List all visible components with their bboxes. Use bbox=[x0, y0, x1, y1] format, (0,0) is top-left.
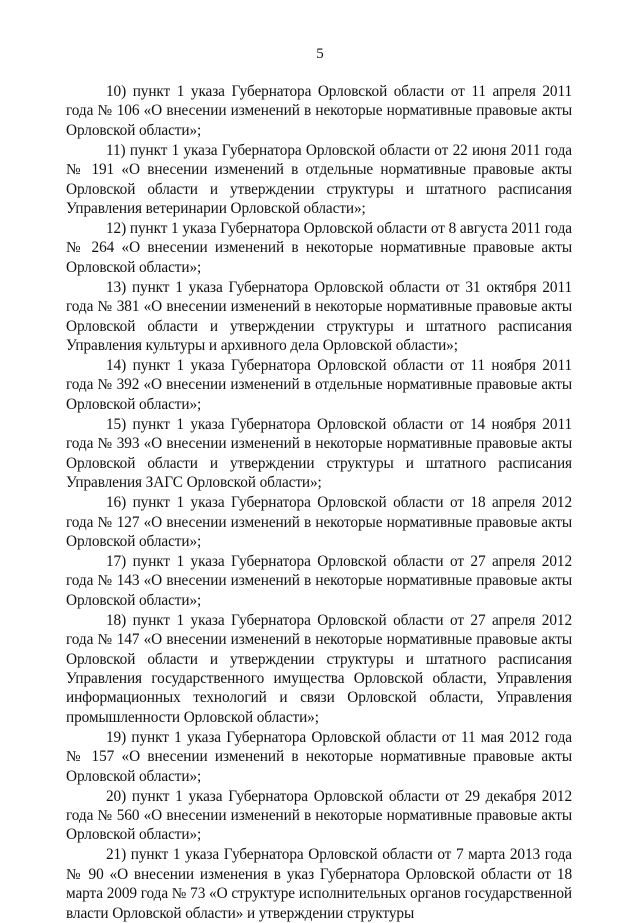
list-item-19: 19) пункт 1 указа Губернатора Орловской области от 11 мая 2012 года № 157 «О внесении изменений в некоторые нормативные правовые акты Орловской области»; bbox=[66, 728, 572, 785]
list-item-12: 12) пункт 1 указа Губернатора Орловской области от 8 августа 2011 года № 264 «О внесении изменений в некоторые нормативные правовые акты Орловской области»; bbox=[66, 220, 572, 276]
list-item-18: 18) пункт 1 указа Губернатора Орловской области от 27 апреля 2012 года № 147 «О внесении изменений в некоторые нормативные правовые акты Орловской области и утверждении структуры и штатного расписания Управления государственного имущества Орловской области, Управления информационных технологий и связи Орловской области, Управления промышленности Орловской области»; bbox=[66, 611, 572, 726]
list-item-10: 10) пункт 1 указа Губернатора Орловской области от 11 апреля 2011 года № 106 «О внесении изменений в некоторые нормативные правовые акты Орловской области»; bbox=[66, 83, 572, 139]
list-item-21: 21) пункт 1 указа Губернатора Орловской области от 7 марта 2013 года № 90 «О внесении изменения в указ Губернатора Орловской области от 18 марта 2009 года № 73 «О структуре исполнительных органов государственной власти Орловской области» и утверждении структуры bbox=[66, 846, 572, 922]
list-item-20: 20) пункт 1 указа Губернатора Орловской области от 29 декабря 2012 года № 560 «О внесении изменений в некоторые нормативные правовые акты Орловской области»; bbox=[66, 787, 572, 844]
page-number: 5 bbox=[316, 46, 324, 62]
list-item-13: 13) пункт 1 указа Губернатора Орловской области от 31 октября 2011 года № 381 «О внесении изменений в некоторые нормативные правовые акты Орловской области и утверждении структуры и штатного расписания Управления культуры и архивного дела Орловской области»; bbox=[66, 278, 572, 355]
list-item-11: 11) пункт 1 указа Губернатора Орловской области от 22 июня 2011 года № 191 «О внесении изменений в отдельные нормативные правовые акты Орловской области и утверждении структуры и штатного расписания Управления ветеринарии Орловской области»; bbox=[66, 141, 572, 218]
list-item-16: 16) пункт 1 указа Губернатора Орловской области от 18 апреля 2012 года № 127 «О внесении изменений в некоторые нормативные правовые акты Орловской области»; bbox=[66, 494, 572, 550]
list-item-15: 15) пункт 1 указа Губернатора Орловской области от 14 ноября 2011 года № 393 «О внесении изменений в некоторые нормативные правовые акты Орловской области и утверждении структуры и штатного расписания Управления ЗАГС Орловской области»; bbox=[66, 415, 572, 492]
document-body bbox=[66, 82, 572, 923]
list-item-17: 17) пункт 1 указа Губернатора Орловской области от 27 апреля 2012 года № 143 «О внесении изменений в некоторые нормативные правовые акты Орловской области»; bbox=[66, 552, 572, 609]
list-item-14: 14) пункт 1 указа Губернатора Орловской области от 11 ноября 2011 года № 392 «О внесении изменений в отдельные нормативные правовые акты Орловской области»; bbox=[66, 357, 572, 413]
